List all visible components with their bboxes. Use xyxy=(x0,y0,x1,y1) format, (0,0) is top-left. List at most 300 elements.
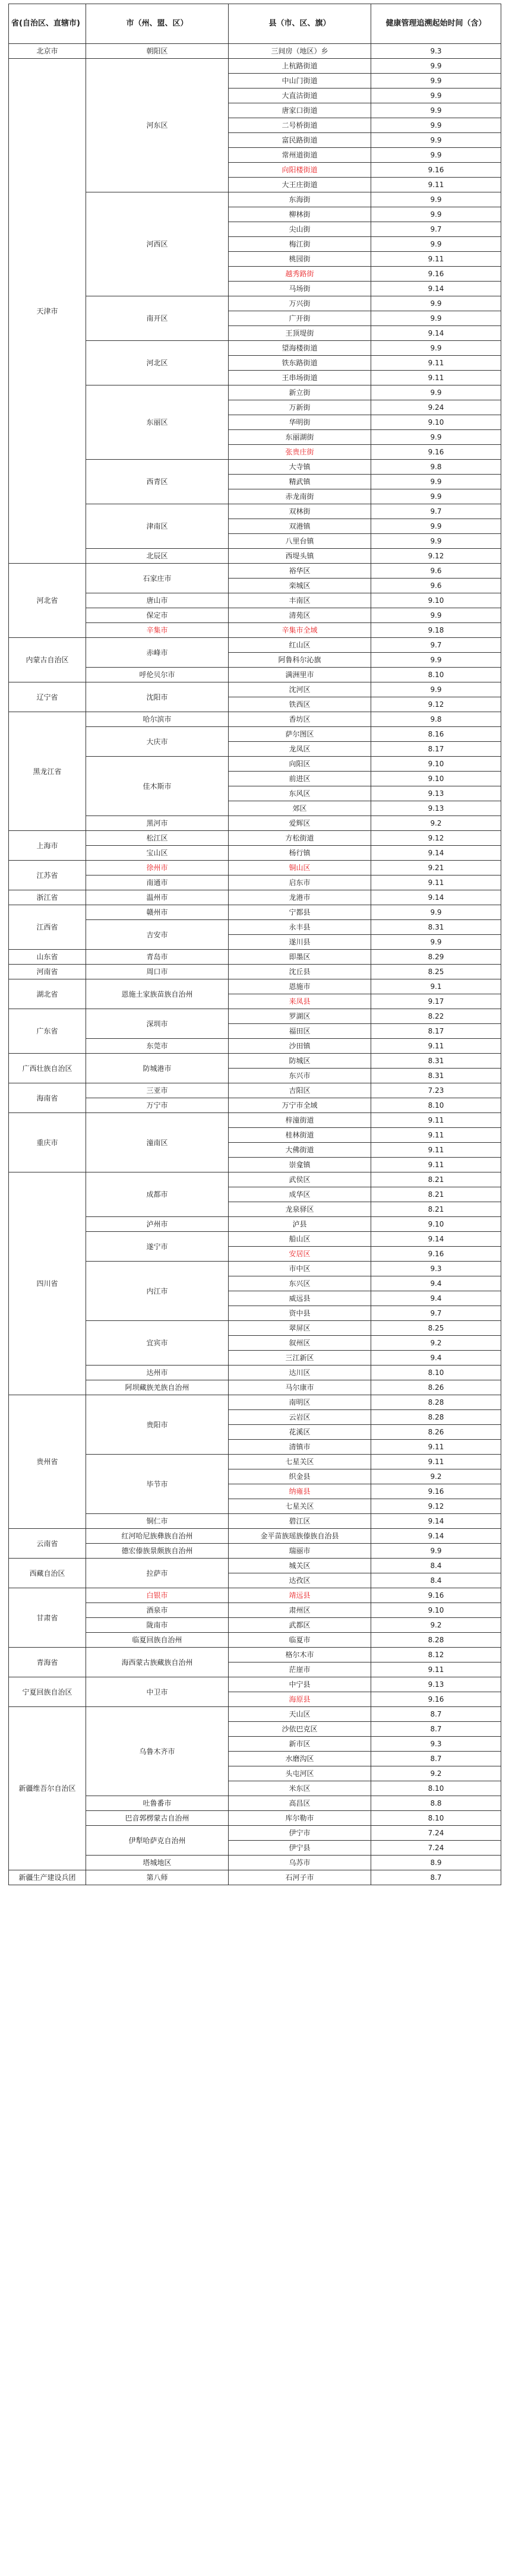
start-date-cell: 8.25 xyxy=(371,1321,501,1336)
province-cell: 重庆市 xyxy=(9,1113,86,1172)
start-date-cell: 9.11 xyxy=(371,1158,501,1172)
city-cell: 黑河市 xyxy=(86,816,229,831)
province-cell: 甘肃省 xyxy=(9,1588,86,1648)
city-cell: 伊犁哈萨克自治州 xyxy=(86,1826,229,1856)
start-date-cell: 9.2 xyxy=(371,1469,501,1484)
county-cell: 双林街 xyxy=(229,504,371,519)
county-cell: 即墨区 xyxy=(229,950,371,965)
city-cell: 阿坝藏族羌族自治州 xyxy=(86,1380,229,1395)
start-date-cell: 9.6 xyxy=(371,579,501,593)
county-cell: 东兴市 xyxy=(229,1069,371,1083)
county-cell: 望海楼街道 xyxy=(229,341,371,356)
province-cell: 青海省 xyxy=(9,1648,86,1677)
start-date-cell: 9.3 xyxy=(371,44,501,59)
start-date-cell: 9.9 xyxy=(371,311,501,326)
start-date-cell: 9.16 xyxy=(371,1588,501,1603)
county-cell: 王串场街道 xyxy=(229,371,371,385)
county-cell: 伊宁县 xyxy=(229,1841,371,1856)
county-cell: 米东区 xyxy=(229,1781,371,1796)
county-cell: 马尔康市 xyxy=(229,1380,371,1395)
county-cell: 万新街 xyxy=(229,400,371,415)
county-cell: 资中县 xyxy=(229,1306,371,1321)
start-date-cell: 8.4 xyxy=(371,1573,501,1588)
city-cell: 泸州市 xyxy=(86,1217,229,1232)
start-date-cell: 9.9 xyxy=(371,430,501,445)
county-cell: 梓潼街道 xyxy=(229,1113,371,1128)
start-date-cell: 9.4 xyxy=(371,1276,501,1291)
county-cell: 万宁市全域 xyxy=(229,1098,371,1113)
county-cell: 方松街道 xyxy=(229,831,371,846)
start-date-cell: 8.10 xyxy=(371,1098,501,1113)
city-cell: 乌鲁木齐市 xyxy=(86,1707,229,1796)
start-date-cell: 9.16 xyxy=(371,1692,501,1707)
start-date-cell: 9.2 xyxy=(371,1618,501,1633)
table-row xyxy=(9,890,501,905)
table-row xyxy=(9,59,501,74)
start-date-cell: 9.16 xyxy=(371,267,501,282)
county-cell: 七星关区 xyxy=(229,1455,371,1469)
table-row xyxy=(9,1113,501,1128)
start-date-cell: 9.11 xyxy=(371,1662,501,1677)
county-cell: 东海街 xyxy=(229,192,371,207)
city-cell: 北辰区 xyxy=(86,549,229,564)
city-cell: 德宏傣族景颇族自治州 xyxy=(86,1544,229,1559)
city-cell: 深圳市 xyxy=(86,1009,229,1039)
start-date-cell: 7.24 xyxy=(371,1826,501,1841)
start-date-cell: 8.26 xyxy=(371,1380,501,1395)
start-date-cell: 9.2 xyxy=(371,816,501,831)
county-cell: 八里台镇 xyxy=(229,534,371,549)
county-cell: 张贵庄街 xyxy=(229,445,371,460)
start-date-cell: 9.9 xyxy=(371,475,501,489)
start-date-cell: 9.11 xyxy=(371,875,501,890)
start-date-cell: 9.9 xyxy=(371,682,501,697)
start-date-cell: 9.16 xyxy=(371,1247,501,1262)
county-cell: 王顶堤街 xyxy=(229,326,371,341)
county-cell: 前进区 xyxy=(229,772,371,786)
county-cell: 沙依巴克区 xyxy=(229,1722,371,1737)
start-date-cell: 8.26 xyxy=(371,1425,501,1440)
table-row xyxy=(9,965,501,979)
county-cell: 龙泉驿区 xyxy=(229,1202,371,1217)
table-row xyxy=(9,1559,501,1573)
county-cell: 伊宁市 xyxy=(229,1826,371,1841)
county-cell: 华明街 xyxy=(229,415,371,430)
county-cell: 头屯河区 xyxy=(229,1766,371,1781)
city-cell: 大庆市 xyxy=(86,727,229,757)
city-cell: 宜宾市 xyxy=(86,1321,229,1366)
county-cell: 成华区 xyxy=(229,1187,371,1202)
start-date-cell: 9.2 xyxy=(371,1766,501,1781)
start-date-cell: 9.9 xyxy=(371,59,501,74)
city-cell: 南开区 xyxy=(86,296,229,341)
province-cell: 黑龙江省 xyxy=(9,712,86,831)
header-start-date: 健康管理追溯起始时间（含） xyxy=(371,4,501,44)
province-cell: 上海市 xyxy=(9,831,86,861)
province-cell: 河南省 xyxy=(9,965,86,979)
province-cell: 浙江省 xyxy=(9,890,86,905)
county-cell: 永丰县 xyxy=(229,920,371,935)
start-date-cell: 8.10 xyxy=(371,1781,501,1796)
start-date-cell: 9.14 xyxy=(371,326,501,341)
table-row xyxy=(9,1529,501,1544)
city-cell: 呼伦贝尔市 xyxy=(86,668,229,682)
county-cell: 达川区 xyxy=(229,1366,371,1380)
start-date-cell: 8.31 xyxy=(371,1069,501,1083)
county-cell: 武侯区 xyxy=(229,1172,371,1187)
city-cell: 河东区 xyxy=(86,59,229,192)
start-date-cell: 8.4 xyxy=(371,1559,501,1573)
county-cell: 市中区 xyxy=(229,1262,371,1276)
city-cell: 恩施土家族苗族自治州 xyxy=(86,979,229,1009)
city-cell: 吉安市 xyxy=(86,920,229,950)
county-cell: 双港镇 xyxy=(229,519,371,534)
province-cell: 辽宁省 xyxy=(9,682,86,712)
start-date-cell: 8.21 xyxy=(371,1172,501,1187)
county-cell: 萨尔图区 xyxy=(229,727,371,742)
start-date-cell: 9.9 xyxy=(371,192,501,207)
county-cell: 茫崖市 xyxy=(229,1662,371,1677)
start-date-cell: 8.17 xyxy=(371,1024,501,1039)
province-cell: 河北省 xyxy=(9,564,86,638)
start-date-cell: 9.13 xyxy=(371,1677,501,1692)
city-cell: 宝山区 xyxy=(86,846,229,861)
start-date-cell: 9.9 xyxy=(371,237,501,252)
start-date-cell: 9.9 xyxy=(371,608,501,623)
county-cell: 大王庄街道 xyxy=(229,178,371,192)
city-cell: 铜仁市 xyxy=(86,1514,229,1529)
county-cell: 吉阳区 xyxy=(229,1083,371,1098)
start-date-cell: 9.11 xyxy=(371,1128,501,1143)
table-row xyxy=(9,1677,501,1692)
start-date-cell: 9.7 xyxy=(371,1306,501,1321)
start-date-cell: 9.11 xyxy=(371,1113,501,1128)
start-date-cell: 9.7 xyxy=(371,504,501,519)
province-cell: 江苏省 xyxy=(9,861,86,890)
start-date-cell: 8.16 xyxy=(371,727,501,742)
city-cell: 辛集市 xyxy=(86,623,229,638)
table-row xyxy=(9,831,501,846)
start-date-cell: 9.7 xyxy=(371,222,501,237)
start-date-cell: 8.17 xyxy=(371,742,501,757)
start-date-cell: 9.9 xyxy=(371,207,501,222)
county-cell: 裕华区 xyxy=(229,564,371,579)
start-date-cell: 9.12 xyxy=(371,831,501,846)
header-province: 省(自治区、直辖市) xyxy=(9,4,86,44)
county-cell: 福田区 xyxy=(229,1024,371,1039)
city-cell: 白银市 xyxy=(86,1588,229,1603)
start-date-cell: 9.9 xyxy=(371,88,501,103)
county-cell: 瑞丽市 xyxy=(229,1544,371,1559)
start-date-cell: 8.28 xyxy=(371,1410,501,1425)
city-cell: 河北区 xyxy=(86,341,229,385)
county-cell: 郊区 xyxy=(229,801,371,816)
county-cell: 向阳楼街道 xyxy=(229,163,371,178)
county-cell: 马场街 xyxy=(229,282,371,296)
city-cell: 唐山市 xyxy=(86,593,229,608)
county-cell: 清镇市 xyxy=(229,1440,371,1455)
table-row xyxy=(9,1648,501,1662)
table-row xyxy=(9,638,501,653)
start-date-cell: 9.14 xyxy=(371,1514,501,1529)
county-cell: 威远县 xyxy=(229,1291,371,1306)
start-date-cell: 9.9 xyxy=(371,653,501,668)
city-cell: 贵阳市 xyxy=(86,1395,229,1455)
start-date-cell: 8.12 xyxy=(371,1648,501,1662)
county-cell: 万兴街 xyxy=(229,296,371,311)
county-cell: 大寺镇 xyxy=(229,460,371,475)
county-cell: 崇龛镇 xyxy=(229,1158,371,1172)
table-row xyxy=(9,1870,501,1885)
county-cell: 三间房（地区）乡 xyxy=(229,44,371,59)
start-date-cell: 9.9 xyxy=(371,296,501,311)
county-cell: 赤龙南街 xyxy=(229,489,371,504)
start-date-cell: 8.21 xyxy=(371,1202,501,1217)
header-county: 县（市、区、旗） xyxy=(229,4,371,44)
county-cell: 杨行镇 xyxy=(229,846,371,861)
start-date-cell: 9.16 xyxy=(371,1484,501,1499)
province-cell: 新疆生产建设兵团 xyxy=(9,1870,86,1885)
county-cell: 遂川县 xyxy=(229,935,371,950)
start-date-cell: 9.10 xyxy=(371,415,501,430)
start-date-cell: 9.1 xyxy=(371,979,501,994)
table-row xyxy=(9,1172,501,1187)
county-cell: 水磨沟区 xyxy=(229,1752,371,1766)
start-date-cell: 9.10 xyxy=(371,1217,501,1232)
county-cell: 翠屏区 xyxy=(229,1321,371,1336)
start-date-cell: 9.21 xyxy=(371,861,501,875)
county-cell: 尖山街 xyxy=(229,222,371,237)
county-cell: 织金县 xyxy=(229,1469,371,1484)
start-date-cell: 9.9 xyxy=(371,385,501,400)
start-date-cell: 8.22 xyxy=(371,1009,501,1024)
county-cell: 爱辉区 xyxy=(229,816,371,831)
county-cell: 城关区 xyxy=(229,1559,371,1573)
county-cell: 西堤头镇 xyxy=(229,549,371,564)
city-cell: 第八师 xyxy=(86,1870,229,1885)
city-cell: 哈尔滨市 xyxy=(86,712,229,727)
province-cell: 广东省 xyxy=(9,1009,86,1054)
province-cell: 宁夏回族自治区 xyxy=(9,1677,86,1707)
county-cell: 碧江区 xyxy=(229,1514,371,1529)
table-row xyxy=(9,979,501,994)
county-cell: 桂林街道 xyxy=(229,1128,371,1143)
county-cell: 罗湖区 xyxy=(229,1009,371,1024)
table-row xyxy=(9,682,501,697)
table-row xyxy=(9,1009,501,1024)
county-cell: 丰南区 xyxy=(229,593,371,608)
city-cell: 巴音郭楞蒙古自治州 xyxy=(86,1811,229,1826)
county-cell: 大佛街道 xyxy=(229,1143,371,1158)
start-date-cell: 9.4 xyxy=(371,1291,501,1306)
county-cell: 云岩区 xyxy=(229,1410,371,1425)
province-cell: 江西省 xyxy=(9,905,86,950)
county-cell: 库尔勒市 xyxy=(229,1811,371,1826)
city-cell: 赣州市 xyxy=(86,905,229,920)
city-cell: 周口市 xyxy=(86,965,229,979)
county-cell: 柳林街 xyxy=(229,207,371,222)
table-row xyxy=(9,44,501,59)
table-row xyxy=(9,1395,501,1410)
city-cell: 海西蒙古族藏族自治州 xyxy=(86,1648,229,1677)
county-cell: 纳雍县 xyxy=(229,1484,371,1499)
province-cell: 天津市 xyxy=(9,59,86,564)
province-cell: 四川省 xyxy=(9,1172,86,1395)
city-cell: 中卫市 xyxy=(86,1677,229,1707)
county-cell: 南明区 xyxy=(229,1395,371,1410)
start-date-cell: 9.14 xyxy=(371,1529,501,1544)
start-date-cell: 8.9 xyxy=(371,1856,501,1870)
start-date-cell: 9.12 xyxy=(371,1499,501,1514)
province-cell: 北京市 xyxy=(9,44,86,59)
start-date-cell: 9.11 xyxy=(371,1440,501,1455)
table-row xyxy=(9,564,501,579)
start-date-cell: 9.14 xyxy=(371,282,501,296)
city-cell: 拉萨市 xyxy=(86,1559,229,1588)
county-cell: 常州道街道 xyxy=(229,148,371,163)
county-cell: 广开街 xyxy=(229,311,371,326)
start-date-cell: 9.11 xyxy=(371,252,501,267)
province-cell: 山东省 xyxy=(9,950,86,965)
table-row xyxy=(9,1083,501,1098)
start-date-cell: 9.9 xyxy=(371,74,501,88)
county-cell: 沈河区 xyxy=(229,682,371,697)
start-date-cell: 9.18 xyxy=(371,623,501,638)
province-cell: 贵州省 xyxy=(9,1395,86,1529)
start-date-cell: 9.13 xyxy=(371,786,501,801)
county-cell: 中宁县 xyxy=(229,1677,371,1692)
start-date-cell: 9.14 xyxy=(371,846,501,861)
start-date-cell: 9.11 xyxy=(371,1039,501,1054)
county-cell: 达孜区 xyxy=(229,1573,371,1588)
start-date-cell: 9.4 xyxy=(371,1351,501,1366)
county-cell: 大直沽街道 xyxy=(229,88,371,103)
start-date-cell: 9.12 xyxy=(371,697,501,712)
start-date-cell: 9.17 xyxy=(371,994,501,1009)
city-cell: 佳木斯市 xyxy=(86,757,229,816)
start-date-cell: 9.9 xyxy=(371,148,501,163)
county-cell: 东兴区 xyxy=(229,1276,371,1291)
start-date-cell: 8.21 xyxy=(371,1187,501,1202)
city-cell: 三亚市 xyxy=(86,1083,229,1098)
county-cell: 来凤县 xyxy=(229,994,371,1009)
start-date-cell: 7.24 xyxy=(371,1841,501,1856)
county-cell: 高昌区 xyxy=(229,1796,371,1811)
start-date-cell: 9.24 xyxy=(371,400,501,415)
county-cell: 宁都县 xyxy=(229,905,371,920)
start-date-cell: 8.7 xyxy=(371,1752,501,1766)
city-cell: 酒泉市 xyxy=(86,1603,229,1618)
city-cell: 朝阳区 xyxy=(86,44,229,59)
start-date-cell: 7.23 xyxy=(371,1083,501,1098)
county-cell: 肃州区 xyxy=(229,1603,371,1618)
county-cell: 石河子市 xyxy=(229,1870,371,1885)
county-cell: 花溪区 xyxy=(229,1425,371,1440)
county-cell: 恩施市 xyxy=(229,979,371,994)
start-date-cell: 9.9 xyxy=(371,103,501,118)
city-cell: 保定市 xyxy=(86,608,229,623)
county-cell: 船山区 xyxy=(229,1232,371,1247)
county-cell: 龙港市 xyxy=(229,890,371,905)
start-date-cell: 9.12 xyxy=(371,549,501,564)
county-cell: 七星关区 xyxy=(229,1499,371,1514)
city-cell: 南通市 xyxy=(86,875,229,890)
table-row xyxy=(9,861,501,875)
province-cell: 西藏自治区 xyxy=(9,1559,86,1588)
start-date-cell: 8.10 xyxy=(371,1811,501,1826)
county-cell: 龙凤区 xyxy=(229,742,371,757)
county-cell: 上杭路街道 xyxy=(229,59,371,74)
county-cell: 桃园街 xyxy=(229,252,371,267)
county-cell: 梅江街 xyxy=(229,237,371,252)
table-row xyxy=(9,1588,501,1603)
start-date-cell: 9.9 xyxy=(371,341,501,356)
start-date-cell: 8.31 xyxy=(371,920,501,935)
start-date-cell: 9.10 xyxy=(371,593,501,608)
start-date-cell: 9.9 xyxy=(371,935,501,950)
header-city: 市（州、盟、区） xyxy=(86,4,229,44)
start-date-cell: 9.16 xyxy=(371,445,501,460)
city-cell: 内江市 xyxy=(86,1262,229,1321)
start-date-cell: 9.9 xyxy=(371,519,501,534)
county-cell: 武都区 xyxy=(229,1618,371,1633)
county-cell: 铜山区 xyxy=(229,861,371,875)
start-date-cell: 9.10 xyxy=(371,772,501,786)
start-date-cell: 9.7 xyxy=(371,638,501,653)
start-date-cell: 9.10 xyxy=(371,757,501,772)
county-cell: 海原县 xyxy=(229,1692,371,1707)
city-cell: 松江区 xyxy=(86,831,229,846)
start-date-cell: 8.31 xyxy=(371,1054,501,1069)
start-date-cell: 9.13 xyxy=(371,801,501,816)
city-cell: 遂宁市 xyxy=(86,1232,229,1262)
city-cell: 东莞市 xyxy=(86,1039,229,1054)
county-cell: 临夏市 xyxy=(229,1633,371,1648)
city-cell: 临夏回族自治州 xyxy=(86,1633,229,1648)
health-trace-table-container xyxy=(8,4,501,1885)
county-cell: 新市区 xyxy=(229,1737,371,1752)
city-cell: 河西区 xyxy=(86,192,229,296)
table-body xyxy=(9,44,501,1885)
county-cell: 阿鲁科尔沁旗 xyxy=(229,653,371,668)
city-cell: 塔城地区 xyxy=(86,1856,229,1870)
start-date-cell: 9.9 xyxy=(371,489,501,504)
start-date-cell: 9.11 xyxy=(371,178,501,192)
county-cell: 格尔木市 xyxy=(229,1648,371,1662)
county-cell: 富民路街道 xyxy=(229,133,371,148)
county-cell: 精武镇 xyxy=(229,475,371,489)
start-date-cell: 9.11 xyxy=(371,371,501,385)
county-cell: 启东市 xyxy=(229,875,371,890)
start-date-cell: 9.9 xyxy=(371,133,501,148)
county-cell: 新立街 xyxy=(229,385,371,400)
start-date-cell: 9.10 xyxy=(371,1603,501,1618)
start-date-cell: 8.10 xyxy=(371,668,501,682)
city-cell: 达州市 xyxy=(86,1366,229,1380)
county-cell: 天山区 xyxy=(229,1707,371,1722)
city-cell: 温州市 xyxy=(86,890,229,905)
county-cell: 沈丘县 xyxy=(229,965,371,979)
province-cell: 广西壮族自治区 xyxy=(9,1054,86,1083)
start-date-cell: 8.7 xyxy=(371,1870,501,1885)
province-cell: 内蒙古自治区 xyxy=(9,638,86,682)
start-date-cell: 8.29 xyxy=(371,950,501,965)
start-date-cell: 9.16 xyxy=(371,163,501,178)
table-row xyxy=(9,712,501,727)
start-date-cell: 9.11 xyxy=(371,356,501,371)
city-cell: 毕节市 xyxy=(86,1455,229,1514)
table-row xyxy=(9,950,501,965)
